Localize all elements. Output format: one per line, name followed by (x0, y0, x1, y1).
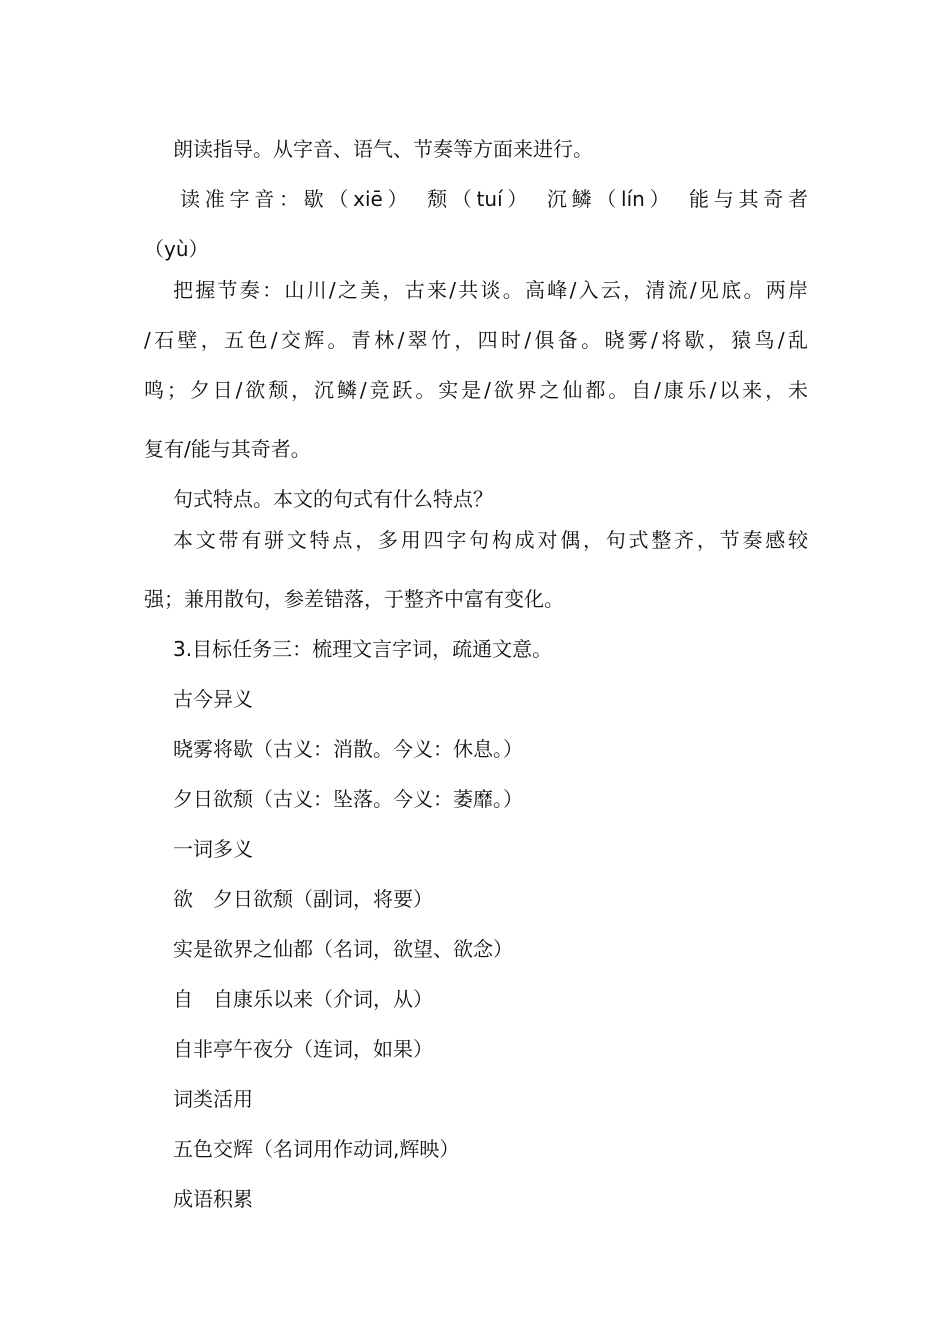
polysemy-item-2: 实是欲界之仙都（名词，欲望、欲念） (173, 937, 513, 961)
ancient-modern-item-2: 夕日欲颓（古义：坠落。今义：萎靡。） (173, 787, 523, 811)
polysemy-heading: 一词多义 (173, 837, 253, 861)
rhythm-line-1 (173, 274, 808, 324)
word-class-heading: 词类活用 (173, 1087, 253, 1111)
pronunciation-text: 读准字音：歇（xiē） 颓（tuí） 沉鳞（lín） 能与其奇者 (180, 187, 808, 211)
rhythm-text-2: /石壁，五色/交辉。青林/翠竹，四时/俱备。晓雾/将歇，猿鸟/乱 (144, 328, 808, 352)
rhythm-text-3: 鸣；夕日/欲颓，沉鳞/竞跃。实是/欲界之仙都。自/康乐/以来，未 (144, 378, 808, 402)
reading-guide-heading: 朗读指导。从字音、语气、节奏等方面来进行。 (173, 137, 593, 161)
polysemy-item-3: 自 自康乐以来（介词，从） (173, 987, 433, 1011)
sentence-features-line-1 (173, 524, 808, 574)
pronunciation-continuation: （yù） (144, 237, 209, 261)
polysemy-item-1: 欲 夕日欲颓（副词，将要） (173, 887, 433, 911)
task-three-heading: 3.目标任务三：梳理文言字词，疏通文意。 (173, 637, 553, 661)
polysemy-item-4: 自非亭午夜分（连词，如果） (173, 1037, 433, 1061)
sentence-features-text-1: 本文带有骈文特点，多用四字句构成对偶，句式整齐，节奏感较 (173, 528, 808, 552)
rhythm-line-2 (144, 324, 808, 374)
idiom-heading: 成语积累 (173, 1187, 253, 1211)
ancient-modern-item-1: 晓雾将歇（古义：消散。今义：休息。） (173, 737, 523, 761)
rhythm-text-1: 把握节奏：山川/之美，古来/共谈。高峰/入云，清流/见底。两岸 (173, 278, 808, 302)
rhythm-text-4: 复有/能与其奇者。 (144, 437, 311, 461)
pronunciation-line (180, 174, 808, 224)
rhythm-line-3 (144, 374, 808, 424)
sentence-features-text-2: 强；兼用散句，参差错落，于整齐中富有变化。 (144, 587, 564, 611)
ancient-modern-heading: 古今异义 (173, 687, 253, 711)
word-class-item-1: 五色交辉（名词用作动词,辉映） (173, 1137, 460, 1161)
sentence-features-heading: 句式特点。本文的句式有什么特点？ (173, 487, 493, 511)
